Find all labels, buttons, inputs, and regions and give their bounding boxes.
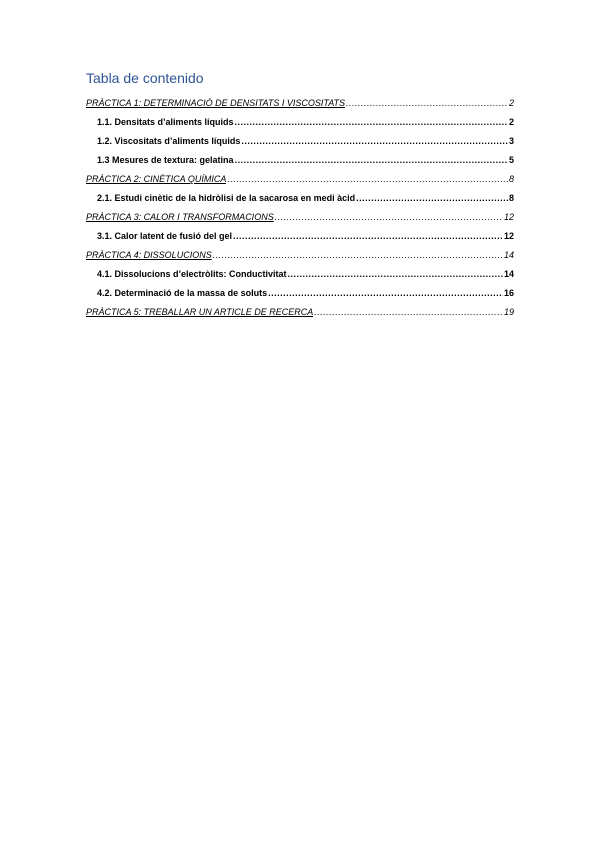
toc-page-number: 14 bbox=[503, 269, 514, 279]
toc-dot-leader bbox=[275, 212, 503, 223]
toc-entry-label: PRÀCTICA 3: CALOR I TRANSFORMACIONS bbox=[86, 212, 274, 222]
toc-dot-leader bbox=[356, 193, 508, 204]
toc-entry-label: PRÀCTICA 5: TREBALLAR UN ARTICLE DE RECERCA bbox=[86, 307, 314, 317]
toc-entry-label: 2.1. Estudi cinètic de la hidròlisi de la sacarosa en medi àcid bbox=[97, 193, 356, 203]
toc-entry-4-1[interactable] bbox=[86, 269, 514, 288]
toc-entry-2-1[interactable] bbox=[86, 193, 514, 212]
toc-dot-leader bbox=[235, 117, 508, 128]
toc-entry-practica-2[interactable] bbox=[86, 174, 514, 193]
toc-dot-leader bbox=[233, 231, 503, 242]
toc-dot-leader bbox=[235, 155, 508, 166]
toc-entry-label: 3.1. Calor latent de fusió del gel bbox=[97, 231, 233, 241]
toc-page-number: 12 bbox=[503, 212, 514, 222]
toc-entry-label: PRÀCTICA 4: DISSOLUCIONS bbox=[86, 250, 212, 260]
toc-page-number: 19 bbox=[503, 307, 514, 317]
toc-entry-practica-5[interactable] bbox=[86, 307, 514, 326]
toc-page-number: 8 bbox=[508, 174, 514, 184]
toc-dot-leader bbox=[268, 288, 503, 299]
toc-title: Tabla de contenido bbox=[86, 70, 204, 86]
toc-entry-4-2[interactable] bbox=[86, 288, 514, 307]
toc-entry-label: 4.2. Determinació de la massa de soluts bbox=[97, 288, 268, 298]
toc-entry-label: PRÀCTICA 2: CINÈTICA QUÍMICA bbox=[86, 174, 227, 184]
toc-entry-1-3[interactable] bbox=[86, 155, 514, 174]
toc-page-number: 2 bbox=[508, 98, 514, 108]
toc-entry-1-2[interactable] bbox=[86, 136, 514, 155]
toc-entry-practica-3[interactable] bbox=[86, 212, 514, 231]
toc-entry-label: 1.2. Viscositats d’aliments líquids bbox=[97, 136, 241, 146]
toc-entry-3-1[interactable] bbox=[86, 231, 514, 250]
toc-page-number: 3 bbox=[508, 136, 514, 146]
toc-page-number: 12 bbox=[503, 231, 514, 241]
toc-entry-1-1[interactable] bbox=[86, 117, 514, 136]
toc-dot-leader bbox=[288, 269, 503, 280]
toc-page-number: 16 bbox=[503, 288, 514, 298]
toc-dot-leader bbox=[314, 307, 503, 318]
toc-page-number: 14 bbox=[503, 250, 514, 260]
toc-entry-label: 4.1. Dissolucions d’electròlits: Conductivitat bbox=[97, 269, 287, 279]
toc-dot-leader bbox=[241, 136, 508, 147]
toc-dot-leader bbox=[213, 250, 503, 261]
toc-entry-label: 1.1. Densitats d’aliments líquids bbox=[97, 117, 234, 127]
table-of-contents bbox=[86, 98, 514, 326]
toc-entry-practica-4[interactable] bbox=[86, 250, 514, 269]
toc-entry-label: 1.3 Mesures de textura: gelatina bbox=[97, 155, 234, 165]
toc-page-number: 2 bbox=[508, 117, 514, 127]
toc-dot-leader bbox=[227, 174, 508, 185]
toc-entry-label: PRÀCTICA 1: DETERMINACIÓ DE DENSITATS I VISCOSITATS bbox=[86, 98, 346, 108]
toc-entry-practica-1[interactable] bbox=[86, 98, 514, 117]
toc-dot-leader bbox=[346, 98, 508, 109]
toc-page-number: 5 bbox=[508, 155, 514, 165]
toc-page-number: 8 bbox=[508, 193, 514, 203]
